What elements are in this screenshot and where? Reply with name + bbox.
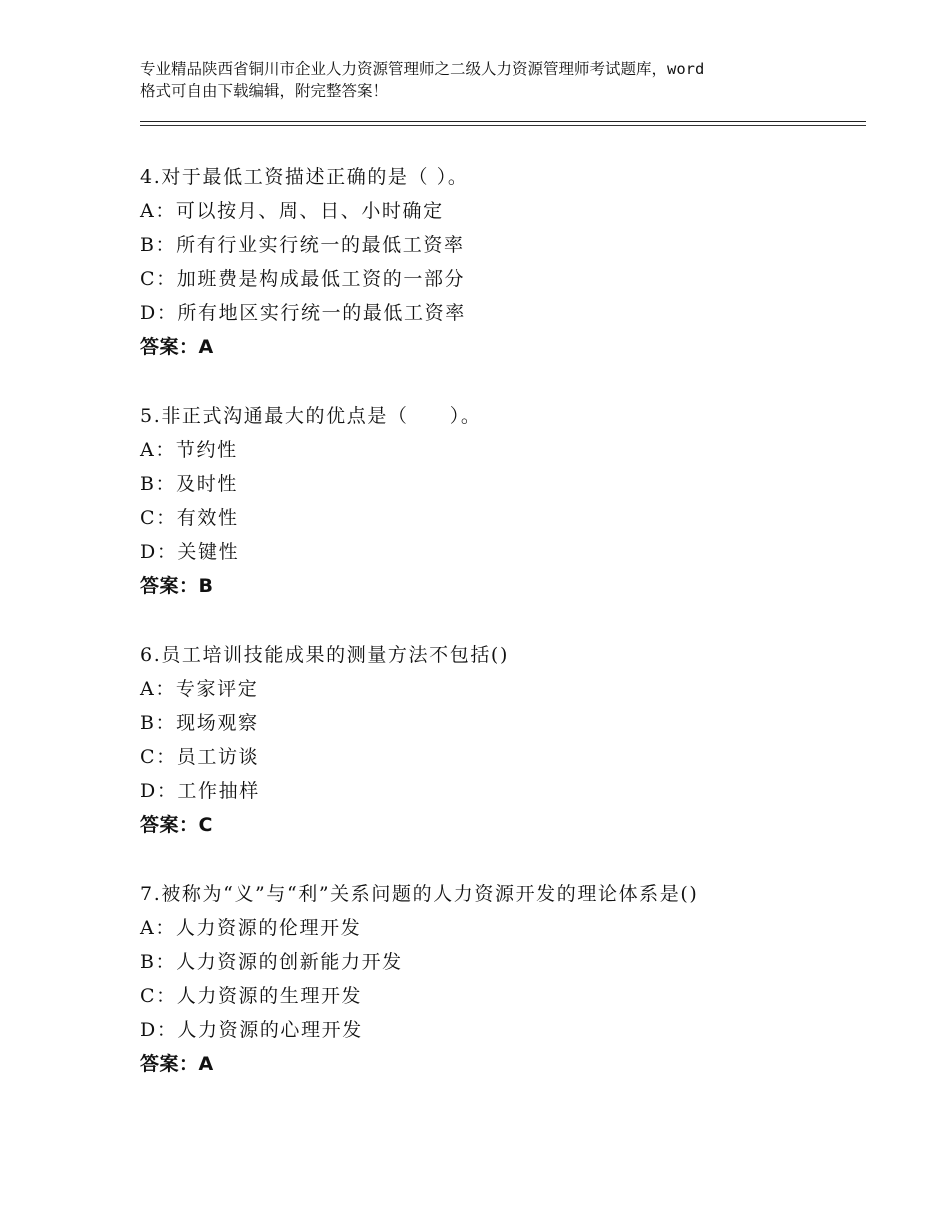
option-d: D：工作抽样 — [140, 780, 260, 802]
option-d: D：人力资源的心理开发 — [140, 1019, 363, 1041]
question-6 — [140, 638, 860, 842]
header-title-line-1: 专业精品陕西省铜川市企业人力资源管理师之二级人力资源管理师考试题库，word — [140, 60, 705, 78]
answer: 答案：C — [140, 814, 213, 836]
question-5 — [140, 399, 860, 603]
option-d: D：关键性 — [140, 541, 240, 563]
option-a: A：可以按月、周、日、小时确定 — [140, 200, 444, 222]
answer: 答案：A — [140, 1053, 214, 1075]
question-stem: 7.被称为“义”与“利”关系问题的人力资源开发的理论体系是() — [140, 883, 699, 905]
option-d: D：所有地区实行统一的最低工资率 — [140, 302, 466, 324]
option-b: B：人力资源的创新能力开发 — [140, 951, 403, 973]
option-b: B：所有行业实行统一的最低工资率 — [140, 234, 465, 256]
question-7 — [140, 877, 860, 1081]
page-header — [140, 58, 830, 102]
header-divider-thin — [140, 125, 866, 126]
question-4 — [140, 160, 860, 364]
option-c: C：人力资源的生理开发 — [140, 985, 363, 1007]
option-b: B：现场观察 — [140, 712, 259, 734]
option-a: A：人力资源的伦理开发 — [140, 917, 362, 939]
question-stem: 6.员工培训技能成果的测量方法不包括() — [140, 644, 509, 666]
option-c: C：有效性 — [140, 507, 239, 529]
option-b: B：及时性 — [140, 473, 238, 495]
option-a: A：专家评定 — [140, 678, 259, 700]
question-stem: 4.对于最低工资描述正确的是（ ）。 — [140, 166, 469, 188]
header-divider — [140, 121, 866, 122]
answer: 答案：B — [140, 575, 214, 597]
option-a: A：节约性 — [140, 439, 238, 461]
question-stem: 5.非正式沟通最大的优点是（ ）。 — [140, 405, 482, 427]
option-c: C：加班费是构成最低工资的一部分 — [140, 268, 466, 290]
option-c: C：员工访谈 — [140, 746, 260, 768]
answer: 答案：A — [140, 336, 214, 358]
header-title-line-2: 格式可自由下载编辑，附完整答案！ — [140, 82, 389, 100]
